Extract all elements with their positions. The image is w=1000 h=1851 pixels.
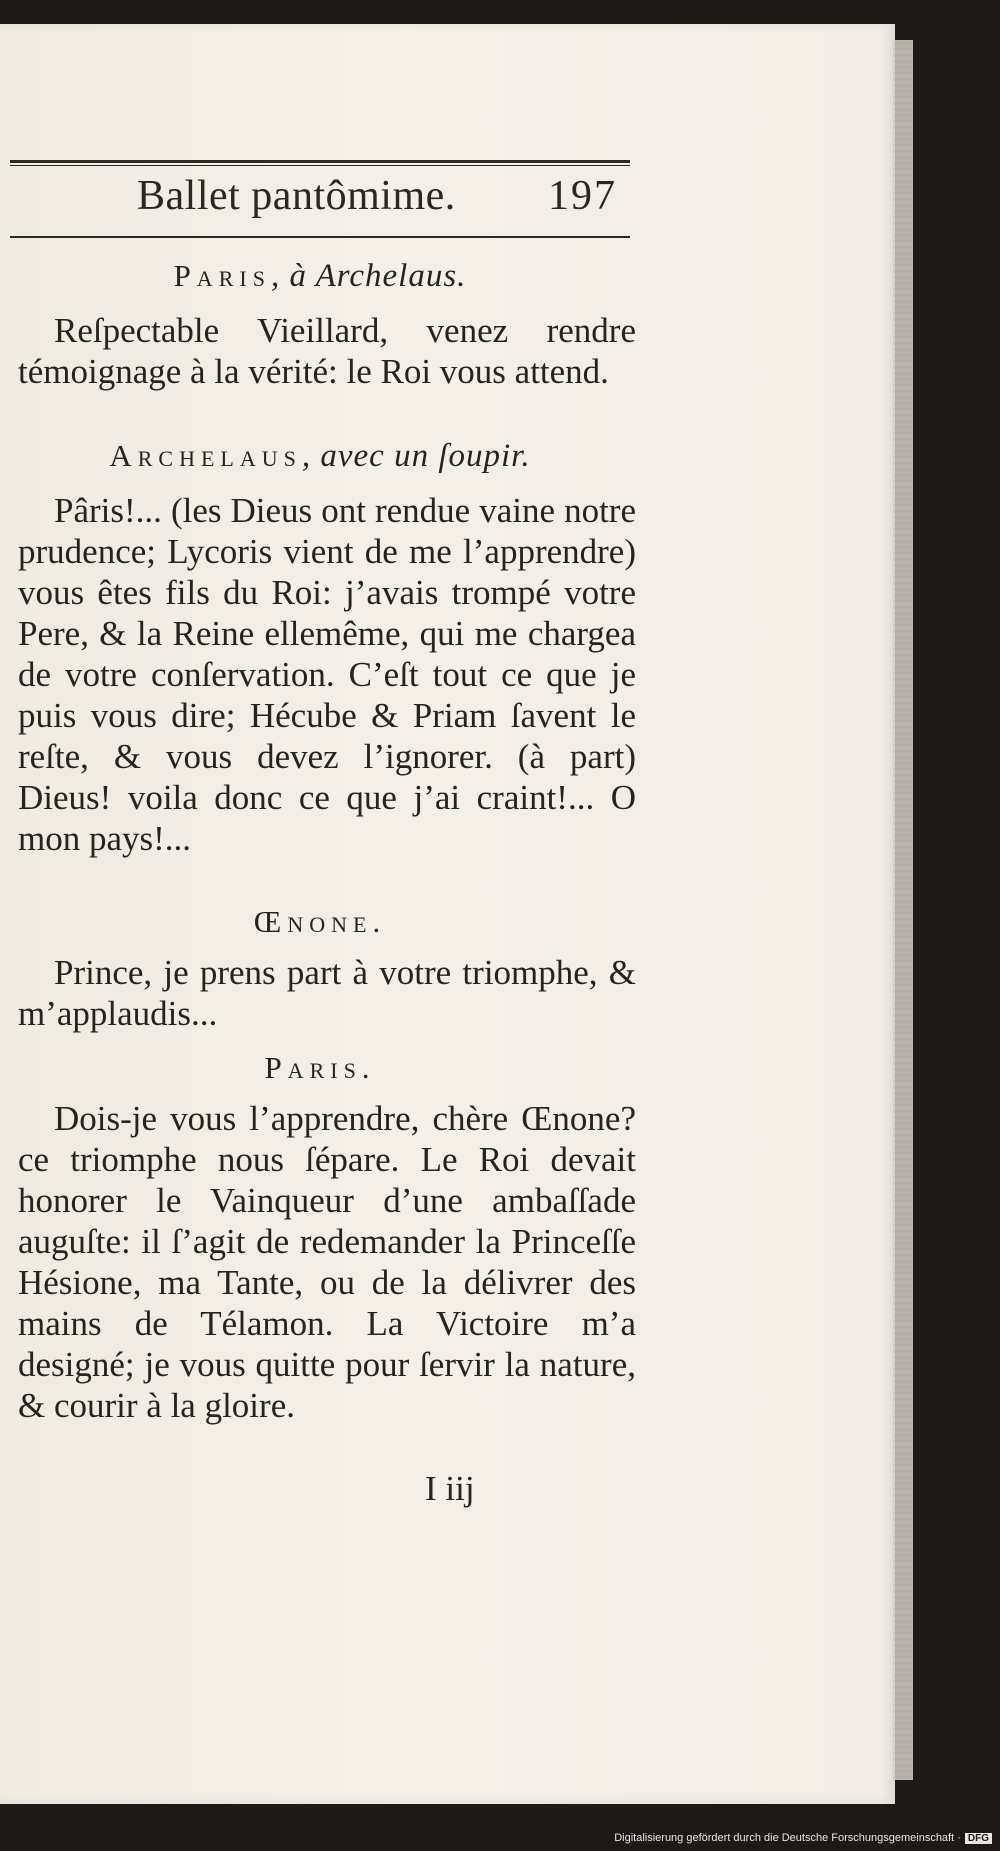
- speaker-heading-paris-2: [0, 1050, 640, 1086]
- header-rule: [10, 160, 630, 166]
- speaker-name: Archelaus: [109, 438, 302, 473]
- speaker-name: Paris.: [264, 1050, 376, 1085]
- stage-direction: , à Archelaus.: [270, 258, 467, 294]
- running-title: Ballet pantômime.: [137, 173, 456, 219]
- speaker-heading-oenone: [0, 904, 640, 940]
- speech-paragraph: Reſpectable Vieillard, venez rendre témoignage à la vérité: le Roi vous attend.: [18, 311, 636, 391]
- speaker-heading-archelaus: [0, 438, 640, 475]
- speaker-name: Paris: [173, 258, 271, 293]
- signature-mark: I iij: [425, 1469, 475, 1508]
- credit-text: Digitalisierung gefördert durch die Deutsche Forschungsgemeinschaft ·: [614, 1832, 961, 1844]
- speech-paragraph: Pâris!... (les Dieus ont rendue vaine notre prudence; Lycoris vient de me l’apprendre) vous êtes fils du Roi: j’avais trompé votre Pere, & la Reine ellemême, qui me chargea de votre conſervation. C’eſt tout ce que je puis vous dire; Hécube & Priam ſavent le reſte, & vous devez l’ignorer. (à part) Dieus! voila donc ce que j’ai craint!... O mon pays!...: [18, 491, 636, 858]
- stage-direction: , avec un ſoupir.: [301, 438, 531, 474]
- speech-paragraph: Prince, je prens part à votre triomphe, & m’applaudis...: [18, 953, 636, 1033]
- page-number: 197: [548, 173, 617, 219]
- speaker-heading-paris: [0, 258, 640, 295]
- dfg-logo: DFG: [965, 1833, 992, 1844]
- speech-paragraph: Dois-je vous l’apprendre, chère Œnone? ce triomphe nous ſépare. Le Roi devait honorer le Vainqueur d’une ambaſſade auguſte: il ſ’agit de redemander la Princeſſe Hésione, ma Tante, ou de la délivrer des mains de Télamon. La Victoire m’a designé; je vous quitte pour ſervir la nature, & courir à la gloire.: [18, 1099, 636, 1425]
- speaker-name: Œnone.: [253, 904, 387, 939]
- footer-credit: [614, 1832, 992, 1844]
- header-underline: [10, 236, 630, 238]
- running-header: [0, 170, 640, 230]
- page-edge: [893, 40, 913, 1780]
